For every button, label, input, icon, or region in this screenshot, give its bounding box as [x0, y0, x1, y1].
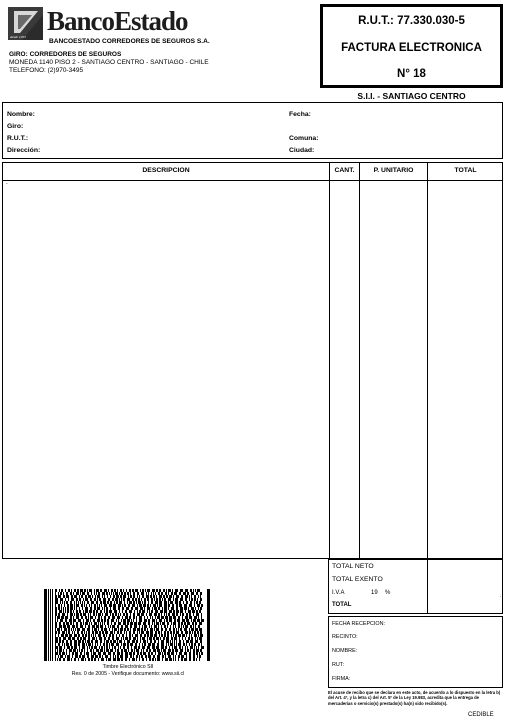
- client-comuna-label: Comuna:: [289, 135, 319, 142]
- brand-name: BancoEstado: [47, 6, 188, 36]
- items-table: [2, 162, 503, 559]
- client-info-box: [2, 102, 503, 159]
- document-id-box: [320, 4, 503, 88]
- issuer-giro: GIRO: CORREDORES DE SEGUROS: [9, 51, 122, 58]
- reception-rut-label: RUT:: [332, 662, 344, 668]
- client-fecha-label: Fecha:: [289, 111, 311, 118]
- timbre-title: Timbre Electrónico SII: [102, 664, 154, 670]
- client-nombre-label: Nombre:: [7, 111, 35, 118]
- client-direccion-label: Dirección:: [7, 147, 41, 154]
- header-descripcion: DESCRIPCION: [142, 167, 190, 174]
- iva-rate: 19: [371, 590, 378, 596]
- document-rut: R.U.T.: 77.330.030-5: [358, 15, 465, 27]
- brand-subtitle: BANCOESTADO CORREDORES DE SEGUROS S.A.: [49, 38, 210, 45]
- reception-box: [328, 616, 503, 688]
- iva-percent: %: [385, 590, 391, 596]
- header-total: TOTAL: [454, 167, 477, 174]
- document-number: N° 18: [397, 68, 426, 80]
- col-divider-unitario: [359, 163, 360, 558]
- client-rut-label: R.U.T.:: [7, 135, 29, 142]
- reception-recinto-label: RECINTO:: [332, 634, 358, 640]
- sii-office: S.I.I. - SANTIAGO CENTRO: [357, 91, 466, 101]
- issuer-phone: TELEFONO: (2)970-3495: [9, 67, 84, 74]
- issuer-address: MONEDA 1140 PISO 2 - SANTIAGO CENTRO - SANTIAGO - CHILE: [9, 59, 209, 66]
- cedible-label: CEDIBLE: [468, 712, 494, 718]
- timbre-resolution: Res. 0 de 2005 - Verifique documento: www.sii.cl: [71, 671, 185, 677]
- header-p-unitario: P. UNITARIO: [373, 167, 414, 174]
- logo-tagline: desde 1953: [10, 35, 26, 39]
- totals-mark: .: [500, 593, 502, 599]
- col-divider-cant: [329, 163, 330, 558]
- header-cant: CANT.: [334, 167, 355, 174]
- total-label: TOTAL: [332, 602, 352, 608]
- reception-nombre-label: NOMBRE:: [332, 648, 358, 654]
- timbre-barcode-icon: [44, 589, 212, 661]
- totals-divider: [427, 560, 428, 613]
- col-divider-total: [427, 163, 428, 558]
- client-ciudad-label: Ciudad:: [289, 147, 315, 154]
- total-exento-label: TOTAL EXENTO: [332, 576, 383, 583]
- document-type: FACTURA ELECTRONICA: [341, 42, 482, 54]
- item-row-mark: .: [6, 179, 8, 186]
- reception-legal-text: El acuse de recibo que se declara en este acto, de acuerdo a lo dispuesto en la letra b) del Art. 4º, y la letra c) del Art. 5º de la Ley 19.983, acredita que la entrega de mercaderías o servicio(s) prestado(s) ha(n) sido recibido(s).: [328, 690, 501, 706]
- total-neto-label: TOTAL NETO: [332, 563, 374, 570]
- reception-fecha-label: FECHA RECEPCION:: [332, 621, 386, 627]
- client-giro-label: Giro:: [7, 123, 24, 130]
- totals-box: [328, 559, 503, 614]
- reception-firma-label: FIRMA:: [332, 676, 351, 682]
- bancoestado-logo-icon: [8, 7, 43, 40]
- iva-label: I.V.A: [332, 590, 345, 596]
